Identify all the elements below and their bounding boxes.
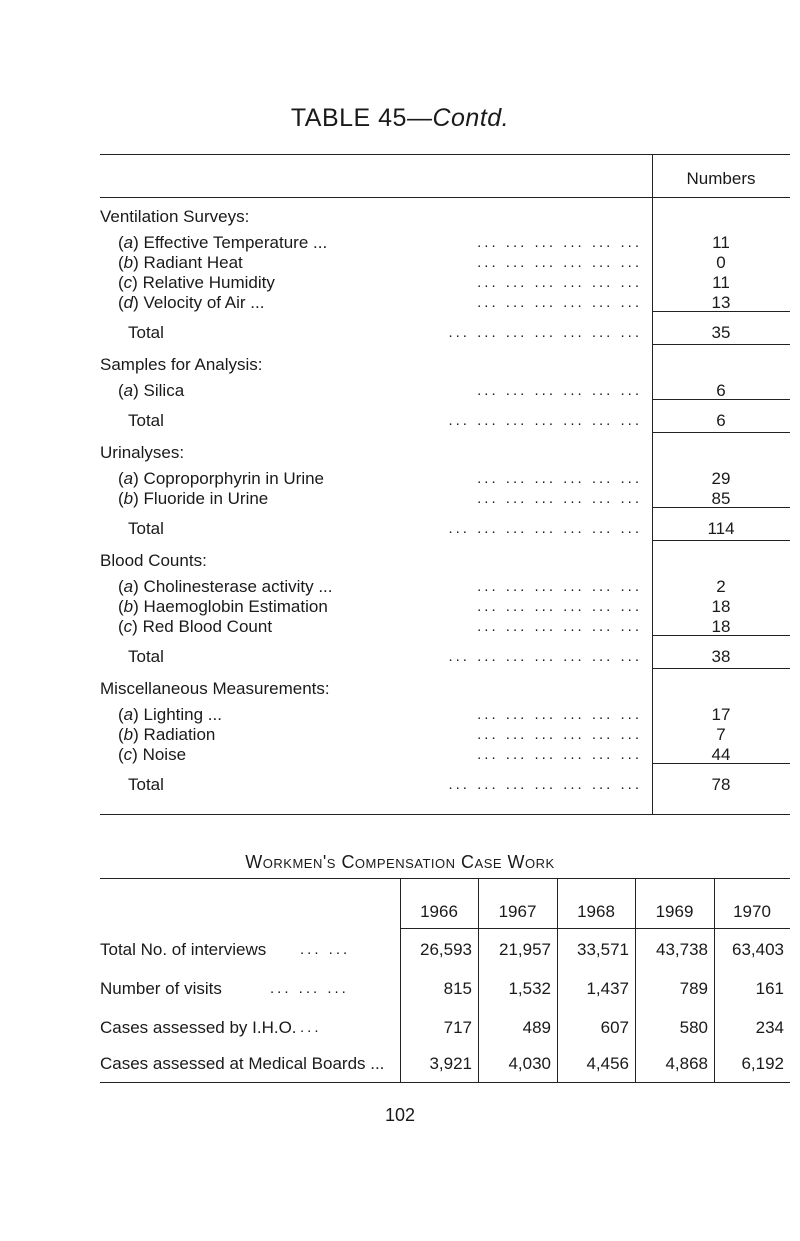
year-header-1969: 1969 [655,902,694,921]
total-row [100,775,790,795]
row-text: Effective Temperature ... [138,233,328,252]
row-label: Blood Counts: [100,551,207,570]
table-row [100,725,790,745]
cell-value: 33,571 [577,940,629,959]
table-row [100,1053,790,1075]
row-letter: (a) [118,577,139,596]
row-label: Urinalyses: [100,443,185,462]
cell-value: 4,868 [665,1054,708,1073]
row-value: 2 [716,577,726,596]
table-row [100,1017,790,1039]
row-letter: (a) [118,705,139,724]
total-row [100,411,790,431]
row-text: Lighting ... [138,705,222,724]
cell-value: 4,030 [508,1054,551,1073]
table-row [100,745,790,765]
leader-dots: ... ... ... ... ... ... ... [448,324,642,341]
total-rule [652,432,790,433]
row-label: Total [128,519,164,538]
leader-dots: ... ... [300,941,351,958]
total-row [100,519,790,539]
leader-dots: ... ... ... ... ... ... [477,294,642,311]
row-label: Total [128,775,164,794]
row-value: 18 [711,597,731,616]
row-label [118,233,327,253]
cell-value: 6,192 [741,1054,784,1073]
row-letter: (a) [118,381,139,400]
cell-value: 1,437 [586,979,629,998]
row-value: 11 [712,233,730,252]
total-rule [652,540,790,541]
cell-value: 4,456 [586,1054,629,1073]
section-header [100,443,790,463]
row-text: Silica [138,381,185,400]
row-label [118,253,243,273]
year-header-1967: 1967 [498,902,537,921]
row-text: Fluoride in Urine [138,489,269,508]
row-value: 38 [711,647,731,666]
leader-dots: ... ... ... ... ... ... ... [448,648,642,665]
cell-value: 43,738 [656,940,708,959]
row-label [118,381,184,401]
cell-value: 607 [600,1018,629,1037]
section-header [100,679,790,699]
table-title-suffix: —Contd. [406,104,510,132]
row-label [118,745,186,765]
table-row [100,233,790,253]
row-label: Total [128,411,164,430]
table-row [100,617,790,637]
row-value: 0 [716,253,726,272]
leader-dots: ... ... ... ... ... ... [477,274,642,291]
row-text: Haemoglobin Estimation [138,597,328,616]
table-45 [100,147,790,815]
cell-value: 489 [522,1018,551,1037]
table-row [100,978,790,1000]
row-label [118,489,268,509]
table-row [100,577,790,597]
row-label: Total No. of interviews [100,940,267,959]
leader-dots: ... ... ... ... ... ... [477,726,642,743]
row-label: Number of visits [100,979,222,998]
row-letter: (a) [118,233,139,252]
row-label: Total [128,323,164,342]
year-header-1970: 1970 [733,902,771,921]
row-label [118,273,275,293]
section-header [100,551,790,571]
row-value: 6 [716,411,726,430]
row-value: 11 [712,273,730,292]
row-label [118,293,264,313]
row-label [118,597,328,617]
row-value: 35 [711,323,731,342]
wc-header-rule [400,928,790,929]
row-label: Samples for Analysis: [100,355,263,374]
table-row [100,939,790,961]
row-text: Relative Humidity [137,273,275,292]
workmens-table [100,878,790,1082]
wc-bottom-rule [100,1082,790,1083]
row-label [118,725,215,745]
row-text: Cholinesterase activity ... [138,577,333,596]
cell-value: 815 [443,979,472,998]
row-letter: (c) [118,745,138,764]
workmens-title: Workmen's Compensation Case Work [245,852,555,872]
cell-value: 3,921 [429,1054,472,1073]
cell-value: 1,532 [508,979,551,998]
page-number: 102 [384,1105,416,1125]
row-text: Noise [137,745,187,764]
row-label [118,469,324,489]
table-row [100,489,790,509]
row-letter: (a) [118,469,139,488]
leader-dots: ... ... ... ... ... ... [477,490,642,507]
table-row [100,273,790,293]
cell-value: 717 [443,1018,472,1037]
leader-dots: ... ... ... ... ... ... [477,234,642,251]
leader-dots: ... [300,1019,322,1036]
cell-value: 21,957 [499,940,551,959]
section-header [100,207,790,227]
leader-dots: ... ... ... ... ... ... [477,598,642,615]
leader-dots: ... ... ... ... ... ... ... [448,776,642,793]
year-header-1968: 1968 [577,902,615,921]
row-label [118,705,222,725]
total-row [100,323,790,343]
table-bottom-rule [100,814,790,815]
leader-dots: ... ... ... ... ... ... [477,470,642,487]
row-label: Ventilation Surveys: [100,207,250,226]
row-value: 78 [711,775,731,794]
table-row [100,469,790,489]
row-label: Total [128,647,164,666]
leader-dots: ... ... ... [270,980,349,997]
leader-dots: ... ... ... ... ... ... [477,746,642,763]
row-value: 18 [711,617,731,636]
table-title [0,104,800,133]
leader-dots: ... ... ... ... ... ... ... [448,412,642,429]
row-label: Miscellaneous Measurements: [100,679,330,698]
row-text: Radiation [138,725,216,744]
leader-dots: ... ... ... ... ... ... [477,706,642,723]
table-header-rule [100,197,790,198]
leader-dots: ... ... ... ... ... ... [477,254,642,271]
row-label [118,577,333,597]
leader-dots: ... ... ... ... ... ... ... [448,520,642,537]
leader-dots: ... ... ... ... ... ... [477,382,642,399]
row-letter: (d) [118,293,139,312]
row-letter: (c) [118,273,138,292]
table-row [100,381,790,401]
row-value: 7 [716,725,726,744]
total-rule [652,344,790,345]
wc-top-rule [100,878,790,879]
total-rule [652,668,790,669]
total-row [100,647,790,667]
table-row [100,253,790,273]
row-value: 44 [711,745,731,764]
table-row [100,705,790,725]
row-label [118,617,272,637]
row-value: 17 [711,705,731,724]
row-label: Cases assessed by I.H.O. [100,1018,297,1037]
row-value: 29 [711,469,731,488]
leader-dots: ... ... ... ... ... ... [477,578,642,595]
cell-value: 789 [679,979,708,998]
table-title-main: TABLE 45 [290,104,407,132]
row-value: 114 [707,519,735,538]
leader-dots: ... ... ... ... ... ... [477,618,642,635]
cell-value: 63,403 [732,940,784,959]
row-text: Coproporphyrin in Urine [138,469,325,488]
table-row [100,597,790,617]
numbers-column-header: Numbers [686,169,756,188]
section-header [100,355,790,375]
cell-value: 26,593 [420,940,472,959]
cell-value: 234 [755,1018,784,1037]
table-row [100,293,790,313]
year-header-1966: 1966 [420,902,458,921]
row-label: Cases assessed at Medical Boards ... [100,1054,385,1073]
row-value: 85 [711,489,731,508]
table-top-rule [100,154,790,155]
row-value: 13 [711,293,731,312]
cell-value: 580 [679,1018,708,1037]
row-text: Radiant Heat [138,253,243,272]
row-letter: (c) [118,617,138,636]
row-letter: (b) [118,597,139,616]
row-letter: (b) [118,725,139,744]
cell-value: 161 [755,979,784,998]
row-letter: (b) [118,253,139,272]
row-text: Velocity of Air ... [138,293,265,312]
row-text: Red Blood Count [137,617,273,636]
row-value: 6 [716,381,726,400]
row-letter: (b) [118,489,139,508]
